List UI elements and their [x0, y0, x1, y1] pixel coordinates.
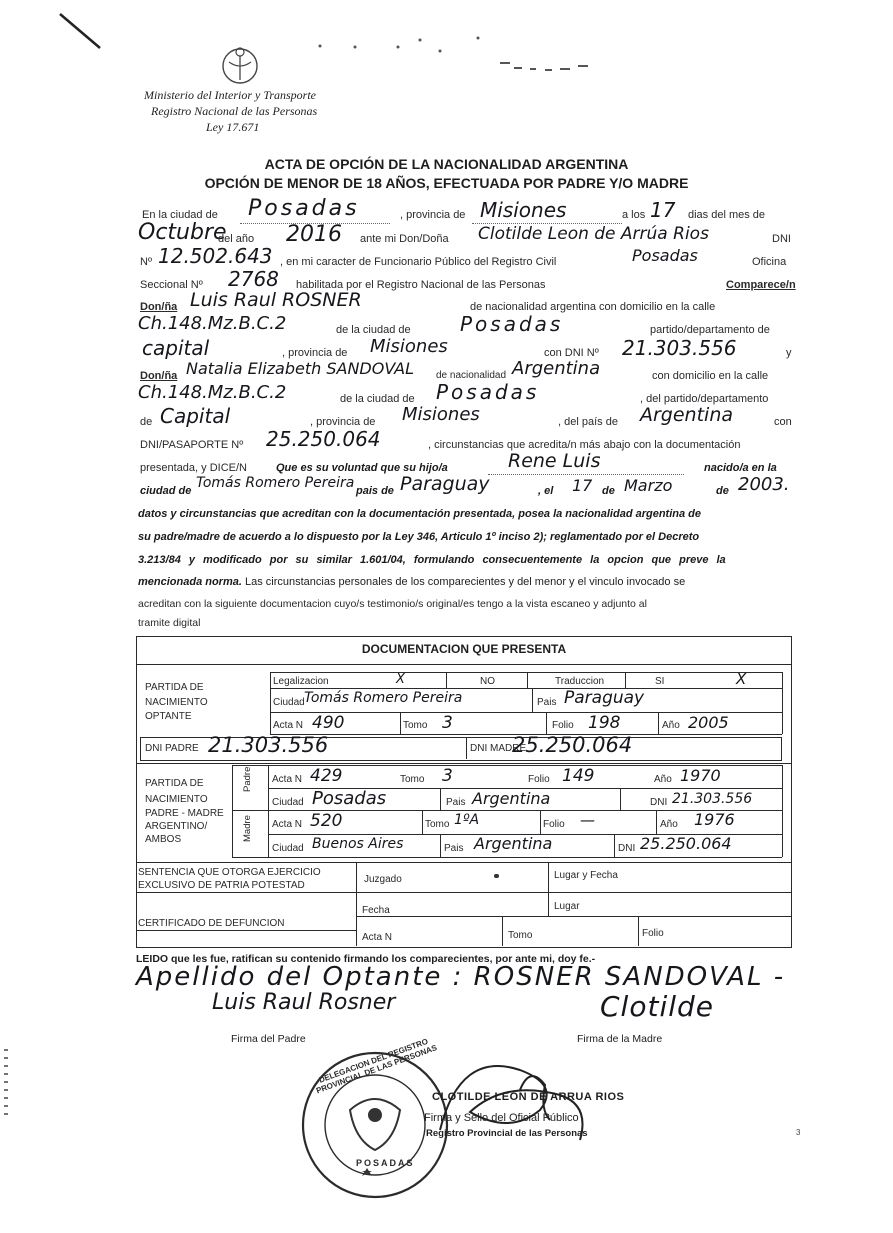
lugar-fecha-label: Lugar y Fecha	[554, 870, 618, 881]
optante-ciudad-value: Tomás Romero Pereira	[304, 690, 463, 706]
p12-vol: Que es su voluntad que su hijo/a	[276, 462, 448, 474]
padre-dni-value: 21.303.556	[672, 791, 753, 807]
rule	[136, 763, 792, 764]
seal-city: POSADAS	[356, 1158, 415, 1168]
rule	[548, 862, 549, 892]
province-field: Misiones	[480, 198, 567, 222]
document-title: ACTA DE OPCIÓN DE LA NACIONALIDAD ARGENTINA	[264, 156, 629, 172]
sentencia-2: EXCLUSIVO DE PATRIA POTESTAD	[138, 880, 305, 891]
legalizacion-mark: X	[396, 672, 405, 687]
header-marks	[0, 0, 893, 140]
rule	[620, 788, 621, 810]
father-address-field: Ch.148.Mz.B.C.2	[138, 313, 287, 334]
rule	[270, 672, 782, 673]
mother-signature: Clotilde	[600, 990, 714, 1023]
madre-acta-value: 520	[310, 811, 343, 831]
page-mark: 3	[796, 1128, 801, 1137]
padre-ciudad-label: Ciudad	[272, 797, 304, 808]
rule	[656, 810, 657, 834]
p16: 3.213/84 y modificado por su similar 1.601/04, formulando consecuentemente la opcion que preve la	[138, 554, 726, 566]
p9-ciudad: de la ciudad de	[340, 393, 415, 405]
padre-folio-label: Folio	[528, 774, 550, 785]
ministry-line3: Ley 17.671	[206, 120, 260, 134]
folio2-label: Folio	[642, 928, 664, 939]
si-label: SI	[655, 676, 665, 687]
child-name-line	[488, 474, 684, 475]
rule	[540, 810, 541, 834]
child-city-field: Tomás Romero Pereira	[196, 475, 355, 491]
optante-pais-value: Paraguay	[564, 688, 645, 708]
folio-label: Folio	[552, 720, 574, 731]
registry-field: Posadas	[632, 246, 698, 265]
document-subtitle: OPCIÓN DE MENOR DE 18 AÑOS, EFECTUADA POR PADRE Y/O MADRE	[204, 175, 689, 191]
rule	[270, 672, 271, 734]
ink-dot	[494, 874, 499, 878]
p3-caracter: , en mi caracter de Funcionario Público del Registro Civil	[280, 256, 557, 268]
mother-city-field: Posadas	[436, 380, 540, 404]
child-name-field: Rene Luis	[508, 450, 601, 472]
dni-padre-label: DNI PADRE	[145, 743, 199, 754]
p12-nac: nacido/a en la	[704, 462, 777, 474]
table-title: DOCUMENTACION QUE PRESENTA	[361, 642, 567, 656]
mother-province-field: Misiones	[402, 404, 480, 425]
p13-el: , el	[538, 485, 554, 497]
padre-ciudad-value: Posadas	[312, 788, 387, 809]
madre-dni-label: DNI	[618, 843, 636, 854]
partida-padres-4: ARGENTINO/	[145, 821, 208, 832]
dni-padre-value: 21.303.556	[208, 733, 329, 757]
p10-provincia: , provincia de	[310, 416, 376, 428]
father-city-field: Posadas	[460, 312, 564, 336]
rule	[527, 672, 528, 688]
seccional-field: 2768	[228, 267, 279, 291]
padre-ano-value: 1970	[680, 766, 721, 785]
p10-de: de	[140, 416, 153, 428]
rule	[422, 810, 423, 834]
rule	[502, 916, 503, 946]
partida-optante-2: NACIMIENTO	[145, 697, 208, 708]
ano-label: Año	[662, 720, 680, 731]
madre-tomo-label: Tomo	[425, 819, 450, 830]
dni-madre-label: DNI MADRE	[470, 743, 527, 754]
p13-pais: pais de	[356, 485, 394, 497]
rule	[268, 765, 269, 857]
pais-label: Pais	[537, 697, 557, 708]
month-field: Octubre	[138, 220, 227, 245]
padre-pais-value: Argentina	[472, 789, 551, 808]
madre-dni-value: 25.250.064	[640, 834, 732, 853]
p19: tramite digital	[138, 617, 201, 629]
p18: acreditan con la siguiente documentacion cuyo/s testimonio/s original/es tengo a la vista escaneo y adjunto al	[138, 598, 647, 610]
padre-pais-label: Pais	[446, 797, 466, 808]
p1-en: En la ciudad de	[142, 209, 218, 221]
sentencia-1: SENTENCIA QUE OTORGA EJERCICIO	[138, 867, 321, 878]
child-month-field: Marzo	[624, 476, 673, 495]
padre-dni-label: DNI	[650, 797, 668, 808]
p8-dona: Don/ña	[140, 370, 178, 382]
optante-acta-value: 490	[312, 713, 345, 733]
rule	[782, 672, 783, 734]
no-label: NO	[480, 676, 495, 687]
padre-tomo-value: 3	[442, 766, 453, 786]
p14: datos y circunstancias que acreditan con la documentación presentada, posea la nacionalidad argentina de	[138, 508, 701, 520]
p4-comparece: Comparece/n	[726, 279, 796, 291]
city-field: Posadas	[248, 196, 360, 221]
p7-provincia: , provincia de	[282, 347, 348, 359]
p5-nac: de nacionalidad argentina con domicilio en la calle	[470, 301, 716, 313]
p1-prov: , provincia de	[400, 209, 466, 221]
padre-tomo-label: Tomo	[400, 774, 425, 785]
year-field: 2016	[286, 222, 342, 247]
corner-pen-stroke	[60, 14, 100, 48]
tomo2-label: Tomo	[508, 930, 533, 941]
p13-de2: de	[716, 485, 729, 497]
padre-ano-label: Año	[654, 774, 672, 785]
rule	[356, 862, 357, 946]
certificado-label: CERTIFICADO DE DEFUNCION	[138, 918, 285, 929]
optante-ano-value: 2005	[688, 713, 729, 732]
rule	[400, 712, 401, 734]
madre-vertical-label: Madre	[242, 815, 253, 842]
rule	[658, 712, 659, 734]
child-country-field: Paraguay	[400, 473, 490, 495]
p10-con: con	[774, 416, 792, 428]
rule	[232, 765, 233, 857]
p5-don: Don/ña	[140, 301, 178, 313]
firma-madre-label: Firma de la Madre	[577, 1033, 663, 1045]
p17: Las circunstancias personales de los comparecientes y del menor y el vinculo invocado se	[244, 576, 686, 588]
madre-folio-value: —	[580, 811, 595, 829]
p13-de: de	[602, 485, 615, 497]
rule	[136, 930, 356, 931]
madre-ano-label: Año	[660, 819, 678, 830]
p8-dom: con domicilio en la calle	[652, 370, 769, 382]
stamp-official-name: CLOTILDE LEON DE ARRUA RIOS	[432, 1091, 625, 1103]
p11-dni: DNI/PASAPORTE Nº	[140, 439, 244, 451]
p1-alos: a los	[622, 209, 646, 221]
rule	[136, 664, 792, 665]
madre-pais-label: Pais	[444, 843, 464, 854]
rule	[136, 862, 792, 863]
mother-dni-field: 25.250.064	[266, 427, 381, 451]
seal-text: DELEGACION DEL REGISTRO PROVINCIAL DE LAS PERSONAS	[314, 1036, 439, 1096]
madre-ciudad-value: Buenos Aires	[312, 836, 404, 852]
juzgado-label: Juzgado	[364, 874, 402, 885]
p15: su padre/madre de acuerdo a lo dispuesto por la Ley 346, Articulo 1º inciso 2); reglamentado por el Decreto	[138, 531, 700, 543]
lugar-label: Lugar	[554, 901, 580, 912]
father-dni-field: 21.303.556	[622, 336, 737, 360]
p3-oficina: Oficina	[752, 256, 787, 268]
p7-y: y	[786, 347, 792, 359]
fecha-label: Fecha	[362, 905, 390, 916]
mother-name-field: Natalia Elizabeth SANDOVAL	[186, 359, 415, 378]
rule	[614, 834, 615, 857]
rule	[440, 834, 441, 857]
acta-n2-label: Acta N	[362, 932, 393, 943]
rule	[466, 737, 467, 759]
firma-padre-label: Firma del Padre	[231, 1033, 306, 1045]
rule	[782, 765, 783, 857]
father-province-field: Misiones	[370, 336, 448, 357]
p13-ciudad: ciudad de	[140, 485, 192, 497]
p10-pais: , del país de	[558, 416, 618, 428]
rule	[440, 788, 441, 810]
firma-oficial-label: Firma y Sello del Oficial Público	[424, 1112, 579, 1124]
p8-de: de nacionalidad	[436, 370, 507, 381]
optante-tomo-value: 3	[442, 713, 453, 733]
rule	[232, 857, 782, 858]
partida-padres-2: NACIMIENTO	[145, 794, 208, 805]
p2-ante: ante mi Don/Doña	[360, 233, 449, 245]
ciudad-label: Ciudad	[273, 697, 305, 708]
rule	[356, 916, 792, 917]
si-mark: X	[736, 670, 747, 688]
official-name-field: Clotilde Leon de Arrúa Rios	[478, 224, 709, 244]
p9-partido: , del partido/departamento	[640, 393, 769, 405]
rule	[546, 712, 547, 734]
mother-dept-field: Capital	[160, 404, 231, 428]
p11-circ: , circunstancias que acredita/n más abajo con la documentación	[428, 439, 741, 451]
p17-line	[138, 576, 685, 588]
ministry-line1: Ministerio del Interior y Transporte	[144, 88, 316, 102]
p2-dni: DNI	[772, 233, 791, 245]
legalizacion-label: Legalizacion	[273, 676, 329, 687]
p3-n: Nº	[140, 256, 152, 268]
partida-padres-1: PARTIDA DE	[145, 778, 204, 789]
p17-bold: mencionada norma.	[138, 576, 242, 588]
coat-of-arms-icon	[223, 48, 257, 83]
optante-folio-value: 198	[588, 713, 621, 733]
ministry-line2: Registro Nacional de las Personas	[151, 104, 318, 118]
madre-acta-label: Acta N	[272, 819, 303, 830]
father-name-field: Luis Raul ROSNER	[190, 289, 362, 311]
tomo-label: Tomo	[403, 720, 428, 731]
traduccion-label: Traduccion	[555, 676, 605, 687]
madre-folio-label: Folio	[543, 819, 565, 830]
margin-binding-marks	[4, 1050, 8, 1114]
rule	[548, 892, 549, 916]
dni-madre-value: 25.250.064	[512, 733, 633, 757]
father-signature: Luis Raul Rosner	[212, 990, 396, 1015]
day-field: 17	[650, 198, 676, 222]
leido-statement: LEIDO que les fue, ratifican su contenido firmando los comparecientes, por ante mi, doy fe.-	[136, 953, 596, 965]
mother-address-field: Ch.148.Mz.B.C.2	[138, 382, 287, 403]
madre-pais-value: Argentina	[474, 834, 553, 853]
rule	[446, 672, 447, 688]
p12-pres: presentada, y DICE/N	[140, 462, 247, 474]
official-dni-field: 12.502.643	[158, 244, 273, 268]
padre-folio-value: 149	[562, 766, 595, 786]
partida-padres-3: PADRE - MADRE	[145, 808, 224, 819]
child-day-field: 17	[572, 476, 593, 495]
madre-tomo-value: 1ºA	[454, 812, 480, 828]
madre-ano-value: 1976	[694, 810, 735, 829]
apellido-optante-note: Apellido del Optante : ROSNER SANDOVAL -	[136, 962, 786, 992]
madre-ciudad-label: Ciudad	[272, 843, 304, 854]
rule	[532, 688, 533, 712]
rule	[638, 916, 639, 946]
partida-padres-5: AMBOS	[145, 834, 182, 845]
rule	[625, 672, 626, 688]
padre-acta-value: 429	[310, 766, 343, 786]
p6-ciudad: de la ciudad de	[336, 324, 411, 336]
mother-nationality-field: Argentina	[512, 358, 601, 379]
p7-condni: con DNI Nº	[544, 347, 599, 359]
p4-seccional: Seccional Nº	[140, 279, 203, 291]
padre-acta-label: Acta N	[272, 774, 303, 785]
rule	[136, 892, 792, 893]
child-year-field: 2003.	[738, 474, 790, 495]
padre-vertical-label: Padre	[242, 766, 253, 792]
partida-optante-3: OPTANTE	[145, 711, 192, 722]
p4-habilitada: habilitada por el Registro Nacional de las Personas	[296, 279, 546, 291]
mother-country-field: Argentina	[640, 404, 734, 426]
p1-dias: dias del mes de	[688, 209, 766, 221]
acta-label: Acta N	[273, 720, 304, 731]
rule	[270, 688, 782, 689]
p2-del: del año	[218, 233, 255, 245]
p6-partido: partido/departamento de	[650, 324, 770, 336]
father-dept-field: capital	[142, 336, 210, 360]
partida-optante-1: PARTIDA DE	[145, 682, 204, 693]
registro-provincial-label: Registro Provincial de las Personas	[426, 1128, 588, 1139]
